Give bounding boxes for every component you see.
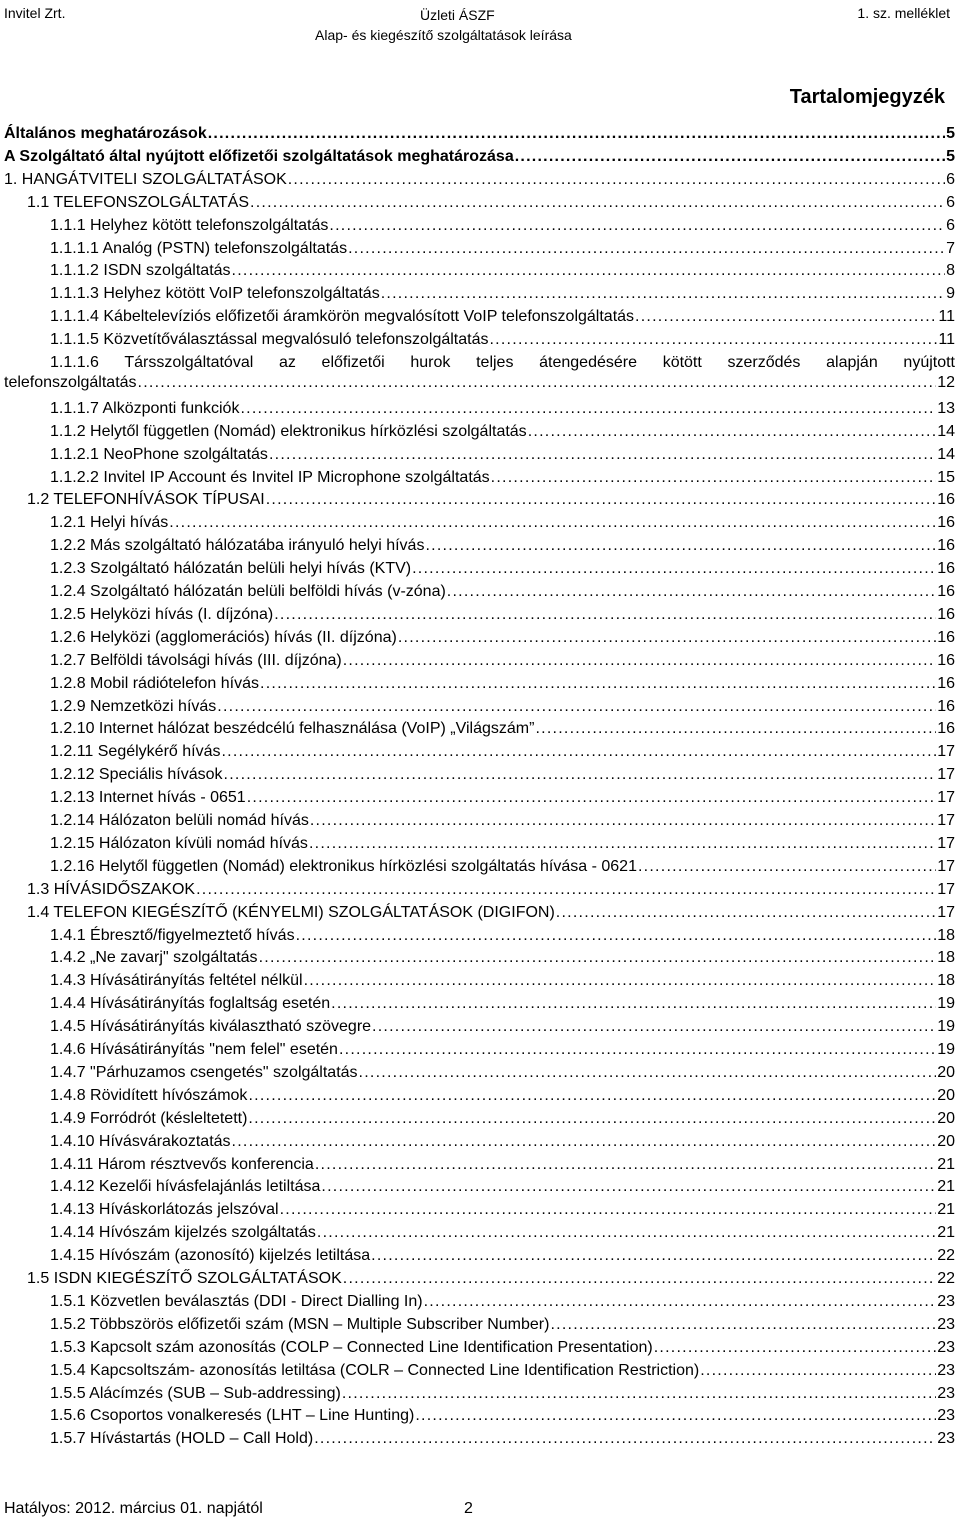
- toc-entry-page: 17: [937, 766, 955, 784]
- toc-leader-dots: [425, 536, 936, 556]
- toc-entry-label: 1.4.3 Hívásátirányítás feltétel nélkül: [50, 972, 303, 990]
- toc-entry-page: 11: [938, 308, 955, 326]
- toc-leader-dots: [248, 1086, 936, 1106]
- toc-entry-page: 16: [937, 605, 955, 623]
- toc-entry[interactable]: [50, 399, 955, 419]
- footer-effective-date: Hatályos: 2012. március 01. napjától: [4, 1500, 263, 1517]
- toc-entry-label: 1.1.2 Helytől független (Nomád) elektronikus hírközlési szolgáltatás: [50, 422, 527, 440]
- toc-entry-label: 1.5.4 Kapcsoltszám- azonosítás letiltása (COLR – Connected Line Identification Restriction): [50, 1361, 700, 1379]
- toc-entry[interactable]: [50, 216, 955, 236]
- toc-entry[interactable]: [50, 719, 955, 739]
- toc-leader-dots: [309, 834, 936, 854]
- toc-entry-label: 1.5.6 Csoportos vonalkeresés (LHT – Line Hunting): [50, 1407, 415, 1425]
- toc-entry-page: 16: [937, 583, 955, 600]
- toc-entry[interactable]: [50, 1406, 955, 1426]
- toc-entry[interactable]: [50, 1338, 955, 1358]
- toc-leader-dots: [266, 490, 936, 510]
- toc-entry[interactable]: [4, 147, 955, 167]
- toc-entry[interactable]: [50, 948, 955, 968]
- toc-entry[interactable]: [50, 1040, 955, 1060]
- toc-entry-label: 1.4.5 Hívásátirányítás kiválasztható szövegre: [50, 1018, 372, 1036]
- toc-leader-dots: [196, 880, 936, 900]
- toc-leader-dots: [343, 1269, 936, 1289]
- toc-entry[interactable]: [27, 903, 955, 923]
- toc-entry[interactable]: [50, 765, 955, 785]
- toc-entry-label: 1.2.16 Helytől független (Nomád) elektronikus hírközlési szolgáltatás hívása - 0621: [50, 857, 637, 875]
- toc-entry-page: 17: [937, 857, 955, 875]
- toc-entry-label: 1.2.11 Segélykérő hívás: [50, 743, 221, 761]
- toc-entry-page: 5: [946, 125, 955, 142]
- toc-entry-page: 16: [937, 560, 955, 578]
- toc-leader-dots: [329, 216, 945, 236]
- toc-leader-dots: [343, 651, 936, 671]
- toc-entry-page: 16: [937, 537, 955, 555]
- toc-entry-label: 1.4.7 "Párhuzamos csengetés" szolgáltatás: [50, 1063, 358, 1081]
- toc-entry-page: 6: [946, 193, 955, 211]
- toc-entry-label: 1.2.3 Szolgáltató hálózatán belüli helyi hívás (KTV): [50, 560, 412, 578]
- toc-entry-label: 1.2 TELEFONHÍVÁSOK TÍPUSAI: [27, 491, 265, 509]
- toc-entry[interactable]: [50, 1155, 955, 1175]
- header-company: Invitel Zrt.: [4, 5, 66, 21]
- toc-entry-page: 19: [937, 1041, 955, 1058]
- toc-leader-dots: [321, 1177, 936, 1197]
- toc-entry-label: 1.5.7 Hívástartás (HOLD – Call Hold): [50, 1430, 314, 1448]
- toc-leader-dots: [217, 697, 936, 717]
- toc-entry-label: 1.1.1.2 ISDN szolgáltatás: [50, 262, 231, 280]
- toc-entry-label: 1.4.13 Híváskorlátozás jelszóval: [50, 1201, 279, 1219]
- toc-entry-page: 16: [937, 514, 955, 532]
- toc-leader-dots: [342, 1384, 936, 1404]
- toc-entry-label: 1.2.10 Internet hálózat beszédcélú felhasználása (VoIP) „Világszám”: [50, 720, 535, 738]
- toc-entry-label: 1.2.2 Más szolgáltató hálózatába irányuló helyi hívás: [50, 537, 425, 555]
- toc-entry-page: 17: [937, 903, 955, 921]
- toc-entry-label: 1.2.15 Hálózaton kívüli nomád hívás: [50, 834, 308, 852]
- toc-entry-label: 1.1.1.6 Társszolgáltatóval az előfizetői hurok teljes átengedésére kötött szerződés alapján nyújtott: [50, 354, 955, 371]
- toc-entry-label: 1.1.1.7 Alközponti funkciók: [50, 399, 240, 417]
- toc-entry[interactable]: [50, 834, 955, 854]
- toc-entry[interactable]: [50, 422, 955, 442]
- toc-entry[interactable]: [50, 1200, 955, 1220]
- toc-leader-dots: [348, 239, 945, 259]
- toc-entry-page: 14: [937, 445, 955, 463]
- toc-entry[interactable]: [50, 628, 955, 648]
- toc-leader-dots: [314, 1429, 936, 1449]
- toc-entry-page: 11: [938, 331, 955, 349]
- toc-entry-page: 20: [937, 1109, 955, 1127]
- toc-entry-page: 23: [937, 1338, 955, 1356]
- toc-entry-page: 6: [946, 170, 955, 188]
- toc-leader-dots: [250, 193, 945, 213]
- toc-entry[interactable]: [50, 1429, 955, 1449]
- toc-entry-page: 20: [937, 1086, 955, 1104]
- toc-entry[interactable]: [50, 971, 955, 991]
- toc-leader-dots: [447, 582, 936, 602]
- toc-entry-label: 1.2.7 Belföldi távolsági hívás (III. díjzóna): [50, 651, 342, 669]
- toc-entry[interactable]: [50, 1109, 955, 1129]
- toc-entry-label: 1.2.8 Mobil rádiótelefon hívás: [50, 674, 260, 692]
- toc-entry-label: 1.1.1 Helyhez kötött telefonszolgáltatás: [50, 216, 329, 234]
- toc-entry-page: 18: [937, 972, 955, 990]
- toc-entry-label: 1.3 HÍVÁSIDŐSZAKOK: [27, 880, 196, 898]
- toc-entry-page: 9: [946, 285, 955, 303]
- toc-entry-label: 1.1.1.5 Közvetítőválasztással megvalósuló telefonszolgáltatás: [50, 331, 489, 349]
- toc-leader-dots: [398, 628, 936, 648]
- toc-leader-dots: [556, 903, 936, 923]
- toc-entry-page: 14: [937, 422, 955, 440]
- toc-entry[interactable]: [50, 559, 955, 579]
- toc-entry-page: 17: [937, 743, 955, 761]
- toc-entry-label: 1.1.1.3 Helyhez kötött VoIP telefonszolgáltatás: [50, 285, 380, 303]
- toc-entry[interactable]: [27, 193, 955, 213]
- toc-entry[interactable]: [27, 490, 955, 510]
- footer-page-number: 2: [464, 1500, 473, 1517]
- toc-entry-label: 1.2.12 Speciális hívások: [50, 766, 223, 784]
- toc-leader-dots: [331, 994, 936, 1014]
- toc-entry[interactable]: [27, 1269, 955, 1289]
- toc-entry[interactable]: [50, 605, 955, 625]
- toc-leader-dots: [169, 513, 936, 533]
- toc-leader-dots: [424, 1292, 937, 1312]
- toc-leader-dots: [221, 742, 936, 762]
- toc-entry-label: 1.4.14 Hívószám kijelzés szolgáltatás: [50, 1224, 316, 1242]
- toc-entry[interactable]: [50, 1132, 955, 1152]
- toc-entry-page: 6: [946, 216, 955, 234]
- toc-leader-dots: [260, 674, 936, 694]
- toc-entry-label: Általános meghatározások: [4, 125, 207, 142]
- toc-leader-dots: [528, 422, 937, 442]
- toc-leader-dots: [654, 1338, 936, 1358]
- toc-entry-page: 23: [937, 1430, 955, 1448]
- toc-entry[interactable]: [50, 239, 955, 259]
- toc-leader-dots: [280, 1200, 937, 1220]
- toc-entry-label: telefonszolgáltatás: [4, 374, 137, 391]
- toc-entry-label: 1.2.6 Helyközi (agglomerációs) hívás (II. díjzóna): [50, 628, 397, 646]
- toc-entry-label: 1.2.1 Helyi hívás: [50, 514, 169, 532]
- toc-leader-dots: [232, 261, 946, 281]
- toc-entry-page: 20: [937, 1132, 955, 1150]
- toc-entry-page: 5: [946, 147, 955, 165]
- toc-entry-page: 17: [937, 834, 955, 852]
- toc-entry-label: 1.4.6 Hívásátirányítás "nem felel" esetén: [50, 1041, 338, 1058]
- toc-entry-label: 1.4.2 „Ne zavarj" szolgáltatás: [50, 949, 258, 967]
- toc-entry-label: 1.2.13 Internet hívás - 0651: [50, 789, 246, 807]
- toc-leader-dots: [359, 1063, 937, 1083]
- toc-entry[interactable]: [50, 1292, 955, 1312]
- toc-entry[interactable]: [50, 536, 955, 556]
- toc-leader-dots: [269, 445, 936, 465]
- toc-entry[interactable]: [50, 674, 955, 694]
- toc-entry[interactable]: [50, 1017, 955, 1037]
- toc-leader-dots: [638, 857, 936, 877]
- toc-leader-dots: [550, 1315, 936, 1335]
- toc-entry[interactable]: [50, 788, 955, 808]
- toc-entry-label: 1.5.2 Többszörös előfizetői szám (MSN – Multiple Subscriber Number): [50, 1315, 550, 1333]
- toc-entry[interactable]: [50, 1063, 955, 1083]
- toc-entry-page: 7: [946, 239, 955, 257]
- toc-leader-dots: [208, 124, 945, 144]
- toc-entry-page: 13: [937, 399, 955, 417]
- header-document-title: Üzleti ÁSZF: [420, 7, 495, 23]
- toc-entry-page: 16: [937, 628, 955, 646]
- toc-entry-label: 1.2.9 Nemzetközi hívás: [50, 697, 217, 715]
- toc-leader-dots: [274, 605, 936, 625]
- toc-entry[interactable]: [50, 742, 955, 762]
- toc-entry-page: 23: [937, 1361, 955, 1379]
- toc-leader-dots: [491, 468, 937, 488]
- toc-entry[interactable]: [50, 994, 955, 1014]
- toc-entry[interactable]: [50, 284, 955, 304]
- toc-leader-dots: [635, 307, 937, 327]
- toc-entry[interactable]: [4, 353, 955, 393]
- toc-entry[interactable]: [50, 1384, 955, 1404]
- toc-leader-dots: [371, 1246, 936, 1266]
- toc-entry-page: 22: [937, 1247, 955, 1265]
- toc-leader-dots: [489, 330, 937, 350]
- toc-entry[interactable]: [50, 582, 955, 602]
- toc-entry-label: 1.2.4 Szolgáltató hálózatán belüli belföldi hívás (v-zóna): [50, 583, 446, 600]
- toc-entry[interactable]: [50, 1315, 955, 1335]
- toc-entry-label: 1.5.1 Közvetlen beválasztás (DDI - Direct Dialling In): [50, 1292, 423, 1310]
- toc-entry[interactable]: [4, 170, 955, 190]
- toc-entry[interactable]: [50, 261, 955, 281]
- toc-entry-label: 1.4.11 Három résztvevős konferencia: [50, 1155, 314, 1173]
- toc-entry-page: 23: [937, 1315, 955, 1333]
- toc-title: Tartalomjegyzék: [789, 86, 945, 108]
- header-annex-label: 1. sz. melléklet: [857, 5, 950, 21]
- toc-entry-label: 1.5 ISDN KIEGÉSZÍTŐ SZOLGÁLTATÁSOK: [27, 1270, 342, 1287]
- toc-leader-dots: [535, 719, 936, 739]
- toc-entry-label: A Szolgáltató által nyújtott előfizetői szolgáltatások meghatározása: [4, 147, 514, 165]
- toc-entry-page: 21: [937, 1224, 955, 1242]
- toc-entry-label: 1.4.8 Rövidített hívószámok: [50, 1086, 248, 1104]
- toc-entry-page: 16: [937, 720, 955, 738]
- toc-entry-page: 8: [946, 262, 955, 280]
- toc-entry-page: 16: [937, 651, 955, 669]
- toc-leader-dots: [232, 1132, 937, 1152]
- toc-leader-dots: [247, 788, 937, 808]
- toc-leader-dots: [381, 284, 945, 304]
- header-document-subtitle: Alap- és kiegészítő szolgáltatások leírása: [315, 27, 572, 43]
- toc-leader-dots: [138, 373, 937, 393]
- toc-entry-page: 12: [937, 374, 955, 391]
- toc-entry-page: 17: [937, 789, 955, 807]
- toc-leader-dots: [339, 1040, 936, 1060]
- toc-entry-label: 1.2.14 Hálózaton belüli nomád hívás: [50, 812, 309, 829]
- toc-entry-label: 1.1.2.1 NeoPhone szolgáltatás: [50, 445, 268, 463]
- toc-entry-page: 17: [937, 812, 955, 829]
- toc-entry-page: 16: [937, 491, 955, 509]
- toc-entry-label: 1.5.5 Alácímzés (SUB – Sub-addressing): [50, 1384, 341, 1402]
- toc-entry-label: 1. HANGÁTVITELI SZOLGÁLTATÁSOK: [4, 170, 287, 188]
- toc-entry-label: 1.1.1.4 Kábeltelevíziós előfizetői áramkörön megvalósított VoIP telefonszolgáltatás: [50, 308, 635, 326]
- toc-entry-page: 19: [937, 1018, 955, 1036]
- toc-entry-label: 1.1.1.1 Analóg (PSTN) telefonszolgáltatás: [50, 239, 348, 257]
- toc-entry-page: 16: [937, 674, 955, 692]
- toc-entry-page: 19: [937, 995, 955, 1013]
- toc-leader-dots: [310, 811, 936, 831]
- toc-entry[interactable]: [50, 445, 955, 465]
- toc-entry-page: 18: [937, 949, 955, 967]
- toc-entry-label: 1.4.12 Kezelői hívásfelajánlás letiltása: [50, 1178, 321, 1196]
- toc-leader-dots: [288, 170, 945, 190]
- toc-leader-dots: [700, 1361, 936, 1381]
- toc-entry[interactable]: [50, 1086, 955, 1106]
- toc-entry[interactable]: [50, 811, 955, 831]
- toc-leader-dots: [240, 399, 936, 419]
- toc-entry-page: 23: [937, 1384, 955, 1402]
- toc-entry[interactable]: [50, 307, 955, 327]
- toc-entry-page: 21: [937, 1178, 955, 1196]
- toc-leader-dots: [515, 147, 945, 167]
- toc-entry[interactable]: [50, 1223, 955, 1243]
- toc-entry[interactable]: [50, 1361, 955, 1381]
- toc-entry-page: 22: [937, 1270, 955, 1287]
- toc-entry-page: 16: [937, 697, 955, 715]
- toc-entry[interactable]: [50, 1177, 955, 1197]
- toc-leader-dots: [415, 1406, 936, 1426]
- toc-entry-label: 1.1 TELEFONSZOLGÁLTATÁS: [27, 193, 249, 211]
- toc-entry-page: 20: [937, 1063, 955, 1081]
- toc-entry[interactable]: [50, 857, 955, 877]
- toc-entry[interactable]: [50, 468, 955, 488]
- toc-entry-label: 1.4 TELEFON KIEGÉSZÍTŐ (KÉNYELMI) SZOLGÁLTATÁSOK (DIGIFON): [27, 903, 555, 921]
- toc-entry[interactable]: [27, 880, 955, 900]
- toc-entry-label: 1.4.10 Hívásvárakoztatás: [50, 1132, 231, 1150]
- toc-entry[interactable]: [50, 1246, 955, 1266]
- toc-entry-label: 1.2.5 Helyközi hívás (I. díjzóna): [50, 605, 274, 623]
- toc-entry-label: 1.4.4 Hívásátirányítás foglaltság esetén: [50, 995, 331, 1013]
- toc-entry[interactable]: [50, 330, 955, 350]
- toc-entry[interactable]: [50, 513, 955, 533]
- toc-entry-page: 18: [937, 926, 955, 944]
- toc-entry-page: 21: [937, 1201, 955, 1219]
- toc-leader-dots: [372, 1017, 936, 1037]
- toc-entry-label: 1.5.3 Kapcsolt szám azonosítás (COLP – Connected Line Identification Presentation): [50, 1338, 653, 1356]
- toc-entry-page: 23: [937, 1292, 955, 1310]
- toc-entry-label: 1.4.9 Forródrót (késleltetett): [50, 1109, 248, 1127]
- toc-entry-label: 1.4.1 Ébresztő/figyelmeztető hívás: [50, 926, 295, 944]
- toc-leader-dots: [412, 559, 936, 579]
- toc-leader-dots: [259, 948, 937, 968]
- toc-entry-label: 1.4.15 Hívószám (azonosító) kijelzés letiltása: [50, 1247, 371, 1265]
- toc-leader-dots: [248, 1109, 936, 1129]
- toc-entry-label: 1.1.2.2 Invitel IP Account és Invitel IP Microphone szolgáltatás: [50, 468, 490, 486]
- toc-leader-dots: [224, 765, 937, 785]
- toc-entry[interactable]: [50, 926, 955, 946]
- toc-entry-page: 23: [937, 1407, 955, 1425]
- toc-leader-dots: [315, 1155, 936, 1175]
- toc-entry[interactable]: [4, 124, 955, 144]
- toc-leader-dots: [317, 1223, 936, 1243]
- toc-entry[interactable]: [50, 697, 955, 717]
- toc-entry-page: 17: [937, 880, 955, 898]
- toc-leader-dots: [296, 926, 937, 946]
- toc-entry[interactable]: [50, 651, 955, 671]
- toc-leader-dots: [304, 971, 937, 991]
- toc-entry-page: 15: [937, 468, 955, 486]
- toc-entry-page: 21: [937, 1155, 955, 1173]
